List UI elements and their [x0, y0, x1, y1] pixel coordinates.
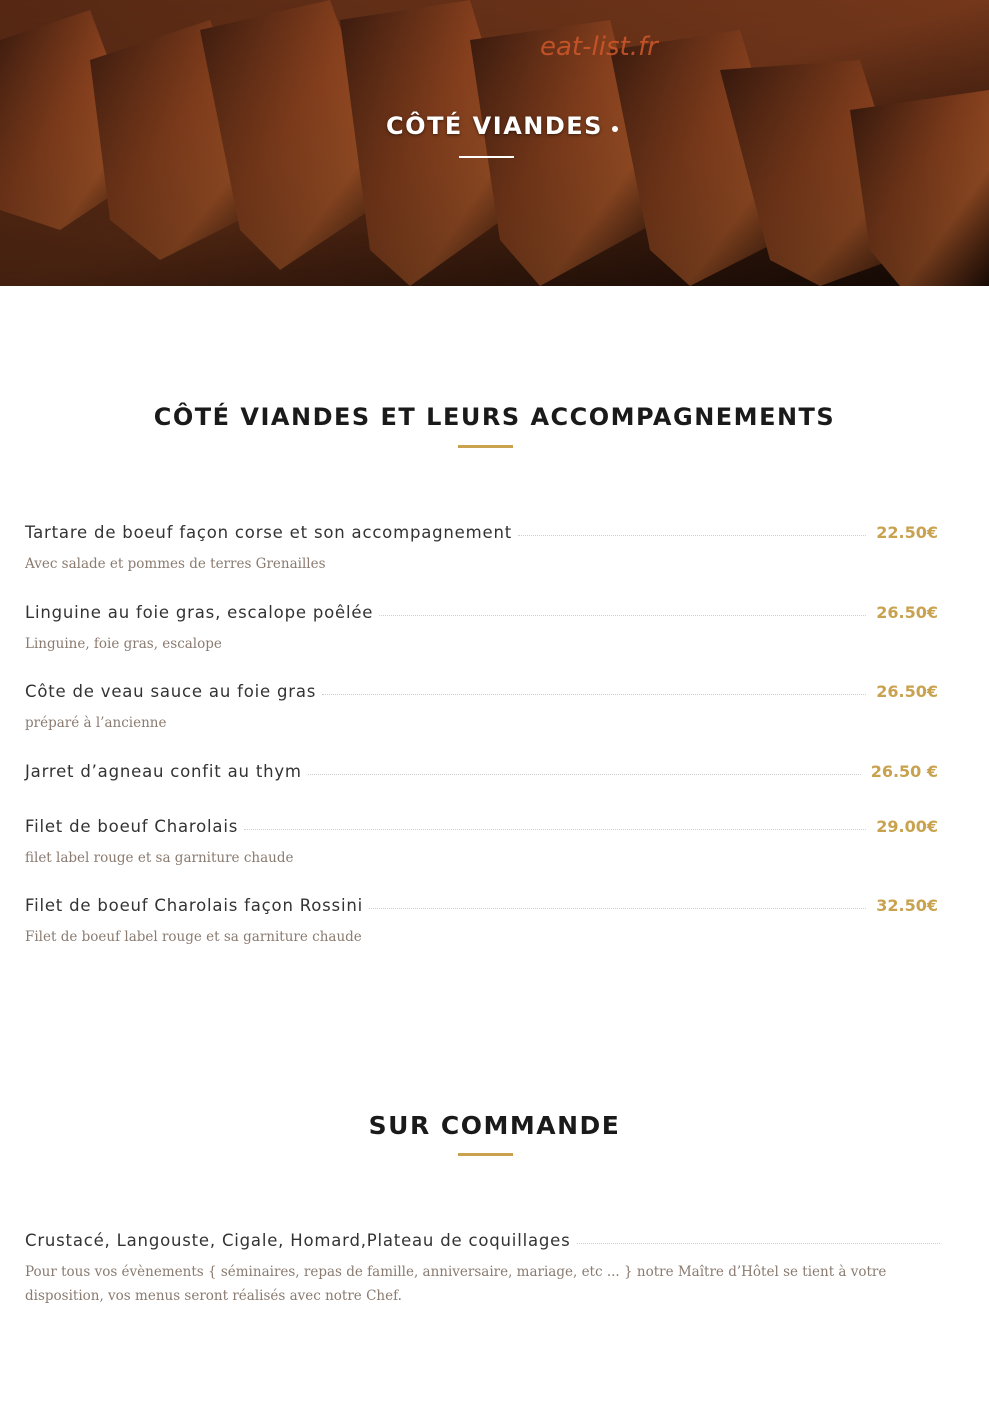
section-title-on-order: SUR COMMANDE: [368, 1111, 621, 1140]
menu-item-name: Crustacé, Langouste, Cigale, Homard,Plateau de coquillages: [25, 1231, 571, 1250]
hero-title: CÔTÉ VIANDES: [386, 112, 603, 140]
menu-item-price: 26.50 €: [870, 762, 938, 781]
hero-image-sliced-meat: [0, 0, 989, 286]
menu-item: [25, 679, 938, 735]
section-title-underline: [458, 1153, 513, 1156]
hero-title-underline: [459, 156, 514, 158]
hero-banner: [0, 0, 989, 286]
menu-item: [25, 893, 938, 949]
section-title-meats: CÔTÉ VIANDES ET LEURS ACCOMPAGNEMENTS: [153, 403, 836, 431]
menu-item-name: Linguine au foie gras, escalope poêlée: [25, 603, 374, 622]
menu-item: [25, 759, 938, 781]
menu-item-description: Avec salade et pommes de terres Grenailles: [25, 556, 326, 572]
menu-item-description: filet label rouge et sa garniture chaude: [25, 850, 294, 866]
menu-item-price: 32.50€: [876, 896, 938, 915]
menu-item: [25, 1228, 950, 1308]
menu-item-name: Filet de boeuf Charolais façon Rossini: [25, 896, 363, 915]
menu-item-name: Filet de boeuf Charolais: [25, 817, 239, 836]
section-title-underline: [458, 445, 513, 448]
menu-item-name: Jarret d’agneau confit au thym: [25, 762, 302, 781]
menu-item-price: 26.50€: [876, 603, 938, 622]
menu-item-description: Filet de boeuf label rouge et sa garniture chaude: [25, 929, 362, 945]
menu-item-description: Pour tous vos évènements { séminaires, repas de famille, anniversaire, mariage, etc ... } notre Maître d’Hôtel se tient à votre disposition, vos menus seront réalisés avec notre Chef.: [25, 1264, 887, 1304]
menu-item-description: Linguine, foie gras, escalope: [25, 636, 222, 652]
leader-dots: [369, 908, 866, 909]
leader-dots: [379, 615, 866, 616]
leader-dots: [322, 694, 866, 695]
menu-item-price: 26.50€: [876, 682, 938, 701]
menu-item-description: préparé à l’ancienne: [25, 715, 167, 731]
leader-dots: [577, 1243, 941, 1244]
menu-item-price: 22.50€: [876, 523, 938, 542]
menu-item-price: 29.00€: [876, 817, 938, 836]
menu-item: [25, 520, 938, 576]
hero-decoration-dot: [612, 126, 618, 132]
leader-dots: [518, 535, 866, 536]
menu-item-name: Tartare de boeuf façon corse et son accompagnement: [25, 523, 512, 542]
menu-item-name: Côte de veau sauce au foie gras: [25, 682, 317, 701]
leader-dots: [244, 829, 866, 830]
watermark-text: eat-list.fr: [540, 32, 658, 62]
leader-dots: [308, 774, 861, 775]
menu-item: [25, 600, 938, 656]
menu-item: [25, 814, 938, 870]
